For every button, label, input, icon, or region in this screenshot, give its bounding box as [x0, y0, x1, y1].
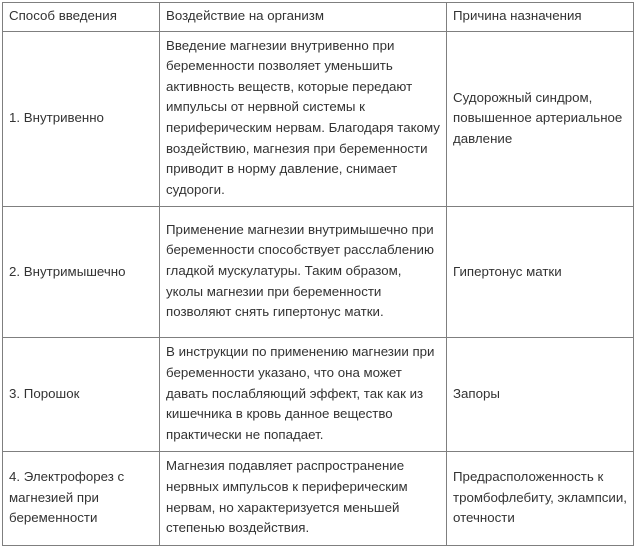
header-reason: Причина назначения [447, 3, 634, 32]
header-row [3, 3, 634, 32]
table-row [3, 207, 634, 338]
method-cell: 4. Электрофорез с магнезией при беременности [3, 452, 160, 545]
reason-cell: Гипертонус матки [447, 207, 634, 338]
table-row [3, 338, 634, 452]
magnesia-info-table [2, 2, 634, 546]
header-effect: Воздействие на организм [160, 3, 447, 32]
method-cell: 3. Порошок [3, 338, 160, 452]
effect-cell: Введение магнезии внутривенно при беременности позволяет уменьшить активность веществ, которые передают импульсы от нервной системы к периферическим нервам. Благодаря такому воздействию, магнезия при беременности приводит в норму давление, снимает судороги. [160, 31, 447, 207]
table-row [3, 31, 634, 207]
header-method: Способ введения [3, 3, 160, 32]
method-cell: 1. Внутривенно [3, 31, 160, 207]
table-body [3, 31, 634, 545]
method-cell: 2. Внутримышечно [3, 207, 160, 338]
effect-cell: Магнезия подавляет распространение нервных импульсов к периферическим нервам, но характеризуется меньшей степенью воздействия. [160, 452, 447, 545]
table-header [3, 3, 634, 32]
reason-cell: Запоры [447, 338, 634, 452]
effect-cell: В инструкции по применению магнезии при беременности указано, что она может давать послабляющий эффект, так как из кишечника в кровь данное вещество практически не попадает. [160, 338, 447, 452]
table-row [3, 452, 634, 545]
effect-cell: Применение магнезии внутримышечно при беременности способствует расслаблению гладкой мускулатуры. Таким образом, уколы магнезии при беременности позволяют снять гипертонус матки. [160, 207, 447, 338]
reason-cell: Судорожный синдром, повышенное артериальное давление [447, 31, 634, 207]
reason-cell: Предрасположенность к тромбофлебиту, эклампсии, отечности [447, 452, 634, 545]
